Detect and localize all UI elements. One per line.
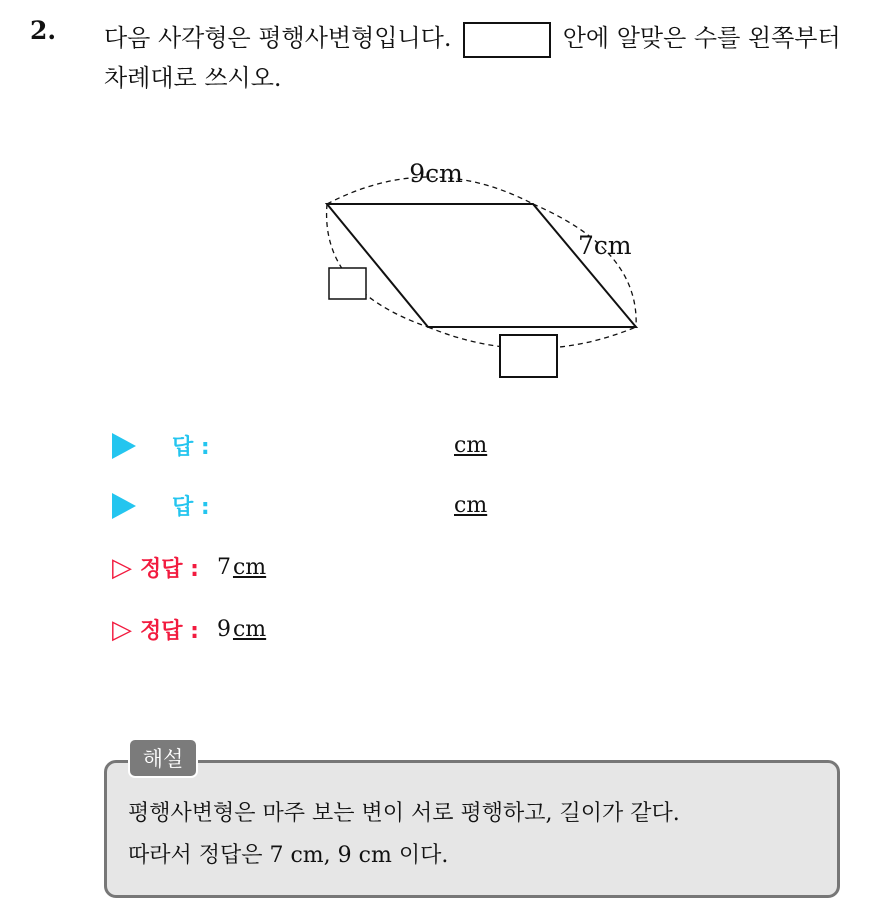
correct-answer-value: 9 xyxy=(216,617,231,642)
correct-answer-label: 정답 : xyxy=(140,619,199,644)
outline-triangle-icon: ▷ xyxy=(112,614,132,645)
question-text-before-box: 다음 사각형은 평행사변형입니다. xyxy=(104,24,452,52)
answer-label: 답 : xyxy=(172,435,210,460)
bottom-side-blank-box xyxy=(500,335,557,377)
correct-answer-row-1 xyxy=(112,552,266,583)
answer-row-1 xyxy=(112,430,488,461)
top-side-label: 9cm xyxy=(409,159,463,188)
correct-answer-label: 정답 : xyxy=(140,557,199,582)
answer-label: 답 : xyxy=(172,495,210,520)
correct-answer-unit: cm xyxy=(232,555,267,580)
answer-unit: cm xyxy=(454,493,488,518)
play-triangle-icon xyxy=(112,433,136,459)
outline-triangle-icon: ▷ xyxy=(112,552,132,583)
answer-unit: cm xyxy=(454,433,488,458)
right-side-label: 7cm xyxy=(578,231,632,260)
left-side-blank-box xyxy=(329,268,366,299)
explanation-line1: 평행사변형은 마주 보는 변이 서로 평행하고, 길이가 같다. xyxy=(128,801,680,826)
correct-answer-unit: cm xyxy=(232,617,267,642)
explanation-panel xyxy=(104,760,840,898)
answer-row-2 xyxy=(112,490,488,521)
play-triangle-icon xyxy=(112,493,136,519)
question-text-line2: 차례대로 쓰시오. xyxy=(104,64,282,92)
parallelogram-figure xyxy=(0,0,884,420)
question-number: 2. xyxy=(30,16,57,45)
question-text-after-box: 안에 알맞은 수를 왼쪽부터 xyxy=(562,24,841,52)
correct-answer-value: 7 xyxy=(216,555,231,580)
explanation-tab: 해설 xyxy=(128,738,198,778)
parallelogram-shape xyxy=(327,204,636,327)
correct-answer-row-2 xyxy=(112,614,266,645)
explanation-line2: 따라서 정답은 7 cm, 9 cm 이다. xyxy=(128,843,449,868)
